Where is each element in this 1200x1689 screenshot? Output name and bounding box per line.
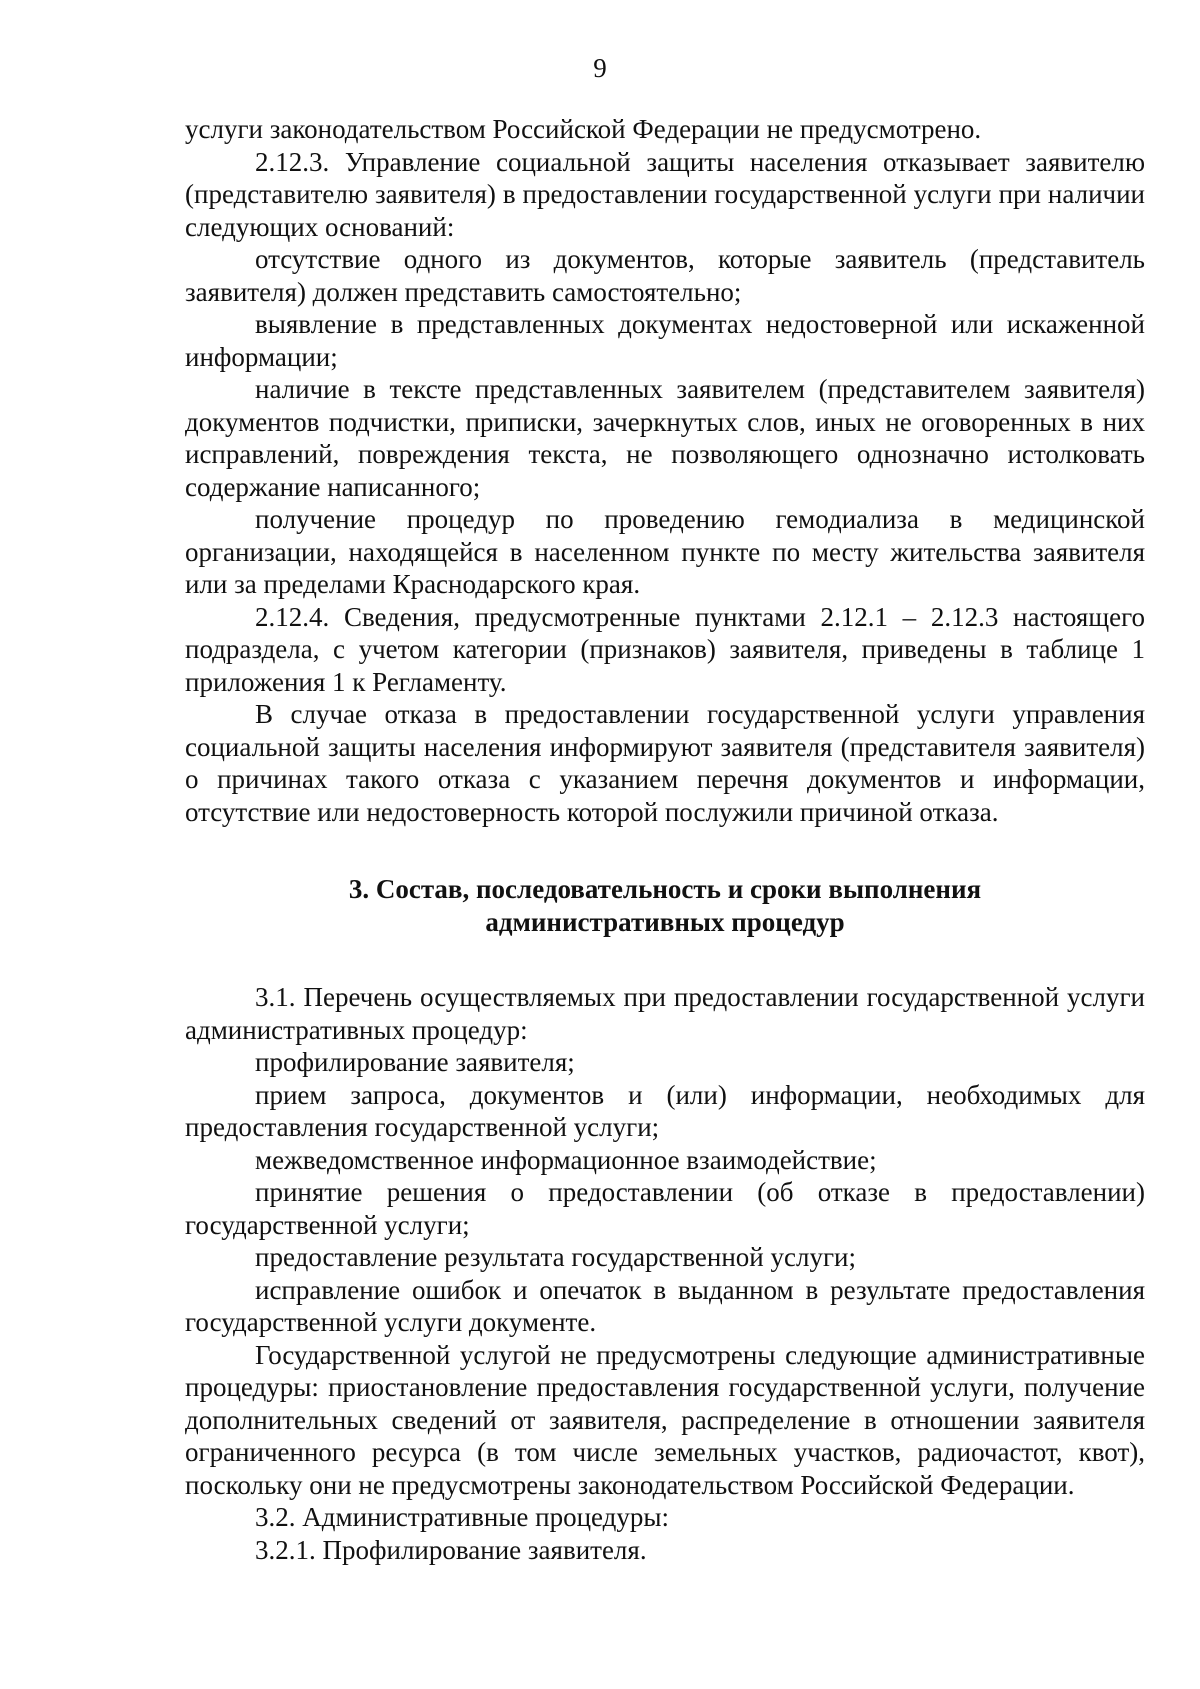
paragraph-refusal-notice: В случае отказа в предоставлении государственной услуги управления социальной защиты населения информируют заявителя (представителя заявителя) о причинах такого отказа с указанием перечня документов и информации, отсутствие или недостоверность которой послужили причиной отказа. (185, 699, 1145, 827)
refusal-ground-missing-document: отсутствие одного из документов, которые заявитель (представитель заявителя) должен представить самостоятельно; (185, 244, 1145, 307)
procedure-item-decision: принятие решения о предоставлении (об отказе в предоставлении) государственной услуги; (185, 1177, 1145, 1240)
section-3-heading-line-1: 3. Состав, последовательность и сроки выполнения (348, 874, 982, 904)
paragraph-2-12-3: 2.12.3. Управление социальной защиты населения отказывает заявителю (представителю заявителя) в предоставлении государственной услуги при наличии следующих оснований: (185, 146, 1145, 242)
refusal-ground-document-defects: наличие в тексте представленных заявителем (представителем заявителя) документов подчистки, приписки, зачеркнутых слов, иных не оговоренных в них исправлений, повреждения текста, не позволяющего однозначно истолковать содержание написанного; (185, 374, 1145, 502)
section-3-heading-line-2: административных процедур (485, 907, 845, 937)
paragraph-2-12-4: 2.12.4. Сведения, предусмотренные пунктами 2.12.1 – 2.12.3 настоящего подраздела, с учетом категории (признаков) заявителя, приведены в таблице 1 приложения 1 к Регламенту. (185, 601, 1145, 697)
procedure-item-error-correction: исправление ошибок и опечаток в выданном в результате предоставления государственной услуги документе. (185, 1274, 1145, 1337)
page-number: 9 (593, 53, 607, 83)
procedure-item-result: предоставление результата государственной услуги; (255, 1242, 856, 1272)
procedure-item-request-intake: прием запроса, документов и (или) информации, необходимых для предоставления государственной услуги; (185, 1079, 1145, 1142)
paragraph-excluded-procedures: Государственной услугой не предусмотрены следующие административные процедуры: приостановление предоставления государственной услуги, получение дополнительных сведений от заявителя, распределение в отношении заявителя ограниченного ресурса (в том числе земельных участков, радиочастот, квот), поскольку они не предусмотрены законодательством Российской Федерации. (185, 1339, 1145, 1500)
paragraph-3-2: 3.2. Административные процедуры: (255, 1502, 670, 1532)
procedure-item-profiling: профилирование заявителя; (255, 1047, 575, 1077)
paragraph-3-1: 3.1. Перечень осуществляемых при предоставлении государственной услуги административных процедур: (185, 982, 1145, 1045)
paragraph-3-2-1: 3.2.1. Профилирование заявителя. (255, 1534, 647, 1565)
refusal-ground-false-information: выявление в представленных документах недостоверной или искаженной информации; (185, 309, 1145, 372)
section-3-heading (185, 873, 1145, 939)
paragraph-continuation: услуги законодательством Российской Федерации не предусмотрено. (185, 114, 982, 144)
document-body (185, 113, 1145, 1566)
refusal-ground-hemodialysis: получение процедур по проведению гемодиализа в медицинской организации, находящейся в населенном пункте по месту жительства заявителя или за пределами Краснодарского края. (185, 504, 1145, 599)
procedure-item-interagency: межведомственное информационное взаимодействие; (255, 1144, 877, 1175)
